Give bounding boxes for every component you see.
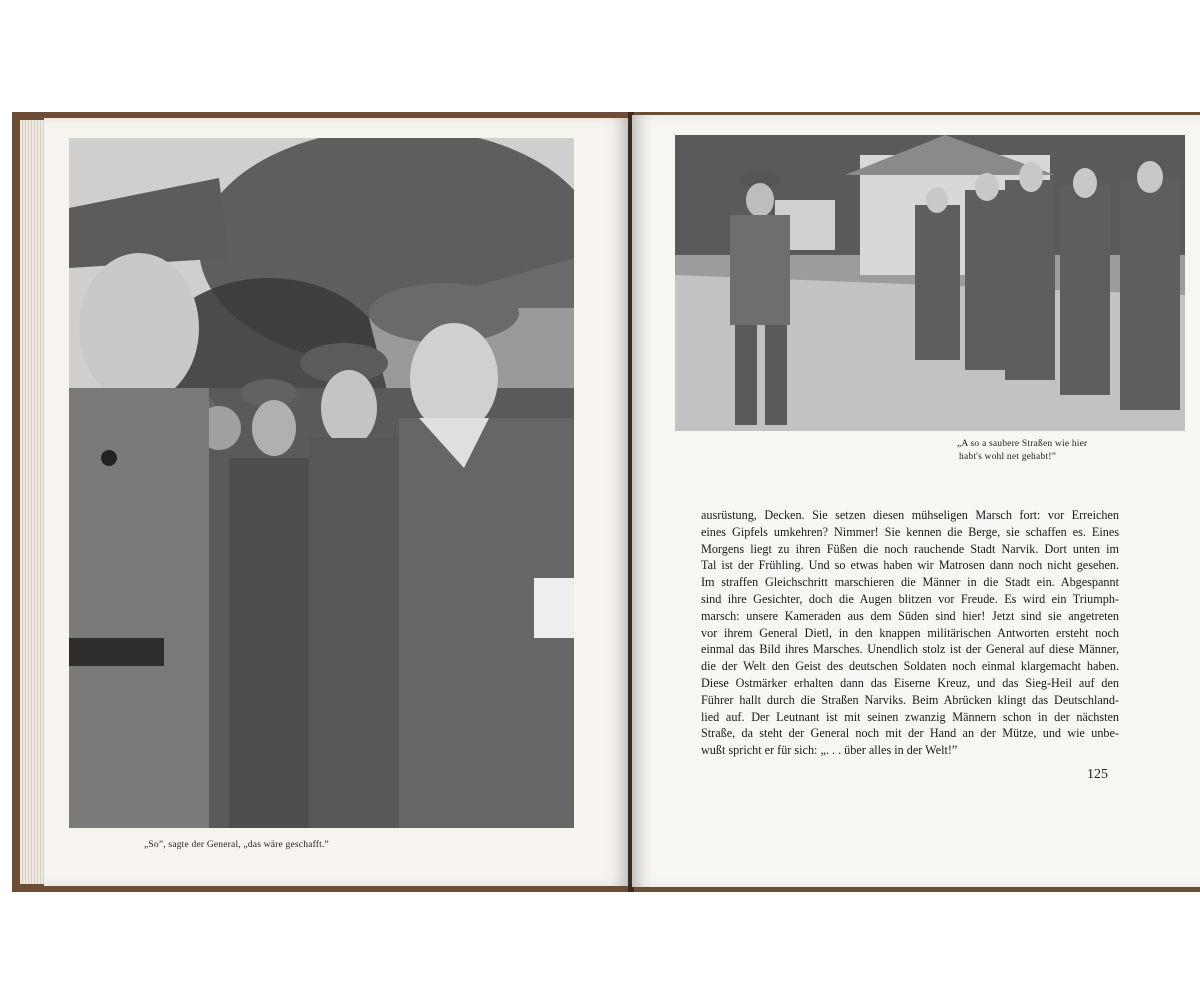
- body-line: einmal das Bild ihres Marsches. Unendlich stolz ist der General auf diese Männer,: [701, 642, 1119, 657]
- body-line: eines Gipfels umkehren? Nimmer! Sie kennen die Berge, sie schaffen es. Eines: [701, 524, 1119, 539]
- body-line: Diese Ostmärker erhalten dann das Eiserne Kreuz, und das Sieg-Heil auf den: [701, 675, 1119, 690]
- body-line: wußt spricht er für sich: „. . . über alles in der Welt!”: [701, 743, 958, 758]
- body-line: Führer hallt durch die Straßen Narviks. Beim Abrücken klingt das Deutschland-: [701, 692, 1119, 707]
- open-book: [12, 112, 1200, 892]
- body-text: [701, 507, 1119, 759]
- right-page: [632, 115, 1200, 887]
- body-line: vor ihrem General Dietl, in den knappen militärischen Antworten ersteht noch: [701, 625, 1119, 640]
- photo-soldiers-lined-up: [675, 135, 1185, 431]
- body-line: Straße, da steht der General noch mit der Hand an der Mütze, und wie unbe-: [701, 726, 1119, 741]
- left-photo-caption: „So”, sagte der General, „das wäre geschafft.”: [144, 840, 329, 850]
- body-line: Morgens liegt zu ihren Füßen die noch rauchende Stadt Narvik. Dort unten im: [701, 541, 1119, 556]
- right-photo-caption: [957, 438, 1137, 464]
- body-line: Tal ist der Frühling. Und so etwas haben wir Matrosen dann noch nicht gesehen.: [701, 558, 1119, 573]
- page-number: 125: [1087, 767, 1108, 782]
- right-caption-line: „A so a saubere Straßen wie hier: [957, 439, 1088, 449]
- photo-right-illustration: [675, 135, 1185, 431]
- photo-general-with-soldiers: [69, 138, 574, 828]
- photo-left-illustration: [69, 138, 574, 828]
- right-caption-line: habt's wohl net gehabt!”: [959, 452, 1056, 462]
- body-line: sind ihre Gesichter, doch die Augen blitzen vor Freude. Es wird ein Triumph-: [701, 591, 1119, 606]
- body-line: Im straffen Gleichschritt marschieren die Männer in die Stadt ein. Abgespannt: [701, 575, 1119, 590]
- body-line: marsch: unsere Kameraden aus dem Süden sind hier! Jetzt sind sie angetreten: [701, 608, 1119, 623]
- body-line: ausrüstung, Decken. Sie setzen diesen mühseligen Marsch fort: vor Erreichen: [701, 508, 1119, 522]
- left-page: [44, 118, 630, 886]
- body-line: die der Welt den Geist des deutschen Soldaten noch einmal klargemacht haben.: [701, 659, 1119, 674]
- body-line: lied auf. Der Leutnant ist mit seinen zwanzig Männern schon in der nächsten: [701, 709, 1119, 724]
